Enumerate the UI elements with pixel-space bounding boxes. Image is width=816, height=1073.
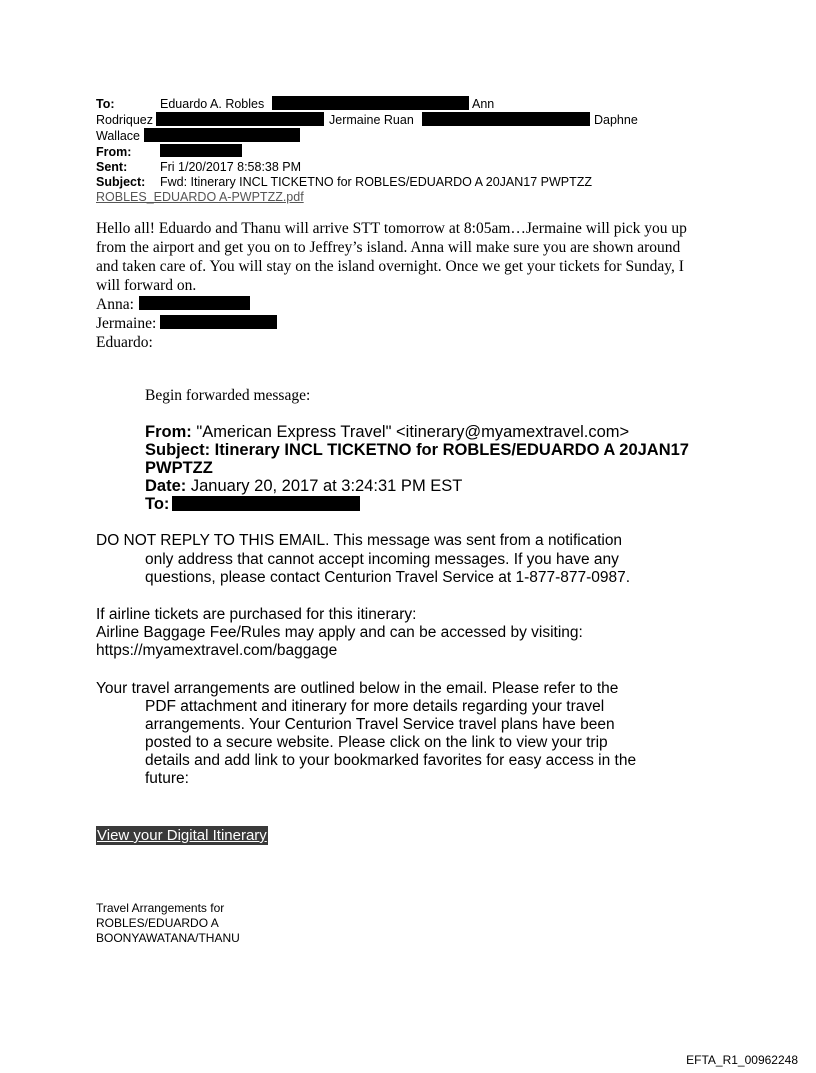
- notice-line: If airline tickets are purchased for this itinerary:: [96, 606, 417, 623]
- to-recipient-3: Jermaine Ruan: [329, 113, 414, 127]
- to-recipient-2-surname: Rodriquez: [96, 113, 153, 127]
- subject-label: Subject:: [96, 175, 146, 189]
- notice-line: PDF attachment and itinerary for more details regarding your travel: [145, 698, 605, 715]
- fwd-subject: Subject: Itinerary INCL TICKETNO for ROBLES/EDUARDO A 20JAN17: [145, 441, 689, 459]
- sent-value: Fri 1/20/2017 8:58:38 PM: [160, 160, 302, 174]
- view-itinerary-button[interactable]: View your Digital Itinerary: [97, 827, 267, 844]
- notice-line: Airline Baggage Fee/Rules may apply and can be accessed by visiting:: [96, 624, 583, 641]
- anna-label: Anna:: [96, 296, 134, 313]
- jermaine-label: Jermaine:: [96, 315, 157, 332]
- fwd-to-label: To:: [145, 495, 170, 513]
- attachment-link[interactable]: ROBLES_EDUARDO A-PWPTZZ.pdf: [96, 190, 304, 204]
- notice-line: only address that cannot accept incoming messages. If you have any: [145, 551, 619, 568]
- redaction-box: [156, 112, 324, 126]
- message-line: from the airport and get you on to Jeffrey’s island. Anna will make sure you are shown around: [96, 239, 681, 256]
- fwd-from-value: "American Express Travel" <itinerary@myamextravel.com>: [196, 423, 630, 441]
- fwd-date-label: Date:: [145, 477, 187, 495]
- notice-line: posted to a secure website. Please click on the link to view your trip: [145, 734, 608, 751]
- redaction-box: [422, 112, 590, 126]
- subject-value: Fwd: Itinerary INCL TICKETNO for ROBLES/EDUARDO A 20JAN17 PWPTZZ: [160, 175, 593, 189]
- fwd-subject-cont: PWPTZZ: [145, 459, 213, 477]
- to-recipient-4-surname: Wallace: [96, 129, 140, 143]
- to-label: To:: [96, 97, 115, 111]
- message-line: and taken care of. You will stay on the island overnight. Once we get your tickets for Sunday, I: [96, 258, 684, 275]
- notice-line: arrangements. Your Centurion Travel Service travel plans have been: [145, 716, 615, 733]
- travel-title: Travel Arrangements for: [96, 901, 225, 915]
- notice-line: questions, please contact Centurion Travel Service at 1-877-877-0987.: [145, 569, 631, 586]
- from-label: From:: [96, 145, 132, 159]
- to-recipient-4: Daphne: [594, 113, 638, 127]
- redaction-box: [272, 96, 469, 110]
- message-line: Hello all! Eduardo and Thanu will arrive STT tomorrow at 8:05am…Jermaine will pick you up: [96, 220, 687, 237]
- notice-line: future:: [145, 770, 189, 787]
- notice-line: Your travel arrangements are outlined below in the email. Please refer to the: [96, 680, 619, 697]
- traveler-name: BOONYAWATANA/THANU: [96, 931, 240, 945]
- sent-label: Sent:: [96, 160, 128, 174]
- redaction-box: [139, 296, 250, 310]
- to-recipient-1: Eduardo A. Robles: [160, 97, 265, 111]
- notice-line: details and add link to your bookmarked favorites for easy access in the: [145, 752, 637, 769]
- fwd-from-label: From:: [145, 423, 192, 441]
- eduardo-label: Eduardo:: [96, 334, 153, 351]
- document-id: EFTA_R1_00962248: [686, 1053, 798, 1067]
- redaction-box: [160, 315, 277, 329]
- baggage-url[interactable]: https://myamextravel.com/baggage: [96, 642, 338, 659]
- redaction-box: [172, 496, 360, 511]
- redaction-box: [160, 144, 242, 157]
- notice-line: DO NOT REPLY TO THIS EMAIL. This message was sent from a notification: [96, 532, 623, 549]
- message-line: will forward on.: [96, 277, 197, 294]
- begin-forwarded: Begin forwarded message:: [145, 387, 311, 404]
- fwd-date-value: January 20, 2017 at 3:24:31 PM EST: [190, 477, 463, 495]
- to-recipient-2: Ann: [472, 97, 495, 111]
- traveler-name: ROBLES/EDUARDO A: [96, 916, 219, 930]
- redaction-box: [144, 128, 300, 142]
